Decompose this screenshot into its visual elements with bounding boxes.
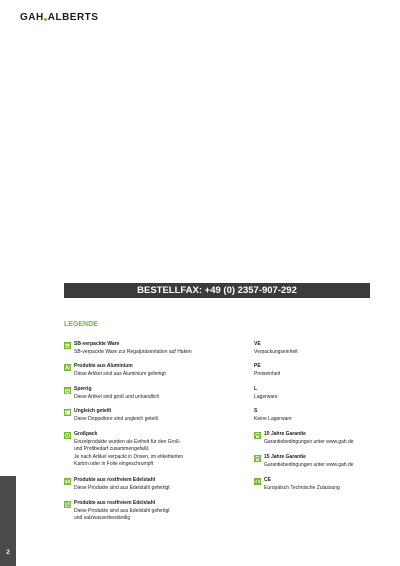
unequal-split-icon <box>64 409 71 416</box>
legend-item-description: Karton oder in Folie eingeschrumpft <box>74 461 154 467</box>
legend-item-description: Preiseinheit <box>254 370 281 377</box>
legend-item-title: Produkte aus Aluminium <box>74 363 133 369</box>
legend-item-title: Großpack <box>74 431 98 437</box>
legend-item-description: Diese Doppeltore sind ungleich geteilt <box>74 415 158 422</box>
aluminium-icon <box>64 364 71 371</box>
legend-item-description: Verpackungseinheit <box>254 348 298 355</box>
legend-item-description: Einzelprodukte wurden als Einheit für den Groß- <box>74 438 181 445</box>
legend-item-bulk-pack <box>64 431 244 467</box>
legend-item-description: und Profibedarf zusammengefaßt. <box>74 446 150 452</box>
page-number: 2 <box>6 550 10 556</box>
legend-item-title: S <box>254 408 258 414</box>
legend-item-title: Ungleich geteilt <box>74 408 112 414</box>
bulky-icon <box>64 387 71 394</box>
legend-item-description: SB-verpackte Ware zur Regalpräsentation auf Haken <box>74 348 192 355</box>
legend-item-title: Sperrig <box>74 386 92 392</box>
legend-item-title: CE <box>264 477 271 483</box>
ce-mark-icon <box>254 478 261 485</box>
legend-item-description: Diese Produkte sind aus Edelstahl gefertigt <box>74 484 170 491</box>
legend-item-description: Je nach Artikel verpackt in Dosen, im etikettierten <box>74 453 184 460</box>
stainless-steel-icon <box>64 478 71 485</box>
warranty-10-icon <box>254 432 261 439</box>
legend-title: LEGENDE <box>64 321 98 328</box>
warranty-15-icon <box>254 455 261 462</box>
legend-item-description: Garantiebedingungen unter www.gah.de <box>264 461 354 468</box>
legend-item-description: Diese Produkte sind aus Edelstahl gefertigt <box>74 507 170 514</box>
legend-item-description: Europäisch Technische Zulassung <box>264 484 340 491</box>
legend-item-description: Keine Lagerware <box>254 415 292 422</box>
legend-item-stainless-steel-saltwater <box>64 500 244 530</box>
legend-item-title: Produkte aus rostfreiem Edelstahl <box>74 477 156 483</box>
logo-text-alberts: ALBERTS <box>47 12 99 23</box>
legend-item-title: VE <box>254 341 261 347</box>
logo-dot-icon <box>44 18 47 21</box>
logo-text-gah: GAH <box>20 12 44 23</box>
legend-item-title: SB-verpackte Ware <box>74 341 120 347</box>
legend-item-description: Diese Artikel sind groß und unhandlich <box>74 393 160 400</box>
legend-item-title: PE <box>254 363 261 369</box>
legend-item-title: L <box>254 386 258 392</box>
bulk-pack-icon <box>64 432 71 439</box>
legend-item-title: 15 Jahre Garantie <box>264 454 306 460</box>
brand-logo <box>20 12 98 23</box>
legend-item-description: Diese Artikel sind aus Aluminium gefertigt <box>74 370 166 377</box>
legend-item-title: Produkte aus rostfreiem Edelstahl <box>74 500 156 506</box>
legend-item-title: 10 Jahre Garantie <box>264 431 306 437</box>
legend-item-description: und salzwasserbeständig <box>74 515 131 521</box>
legend-item-description: Garantiebedingungen unter www.gah.de <box>264 438 354 445</box>
stainless-steel-saltwater-icon <box>64 501 71 508</box>
legend-item-description: Lagerware <box>254 393 278 400</box>
sb-package-icon <box>64 342 71 349</box>
order-fax-bar: BESTELLFAX: +49 (0) 2357-907-292 <box>64 283 370 298</box>
legend-item-ce <box>254 477 400 507</box>
